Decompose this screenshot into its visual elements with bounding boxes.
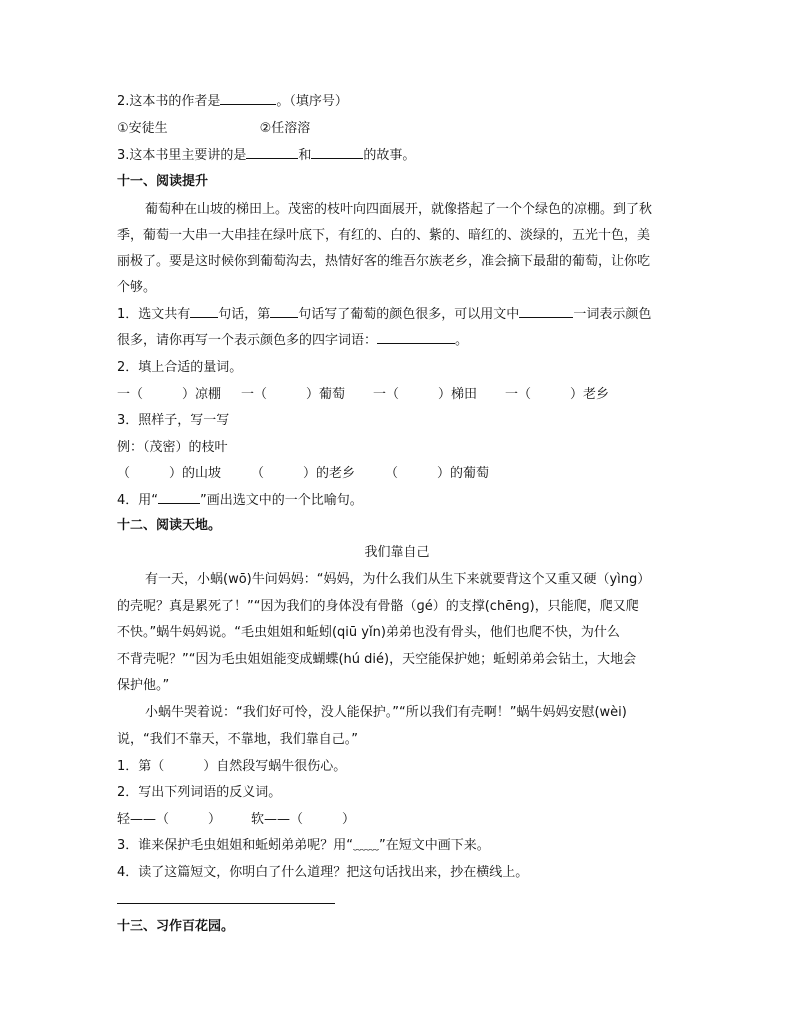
section-title: 十一、阅读提升 (117, 174, 209, 189)
question-line: 1．选文共有 句话，第 句话写了葡萄的颜色很多，可以用文中 一词表示颜色 (117, 307, 652, 322)
question-line: 1．第（ ）自然段写蜗牛很伤心。 (117, 759, 347, 774)
question-line: 2．写出下列词语的反义词。 (117, 785, 282, 800)
fill-line: 轻——（ ） 软——（ ） (117, 812, 356, 827)
passage-line: 葡萄种在山坡的梯田上。茂密的枝叶向四面展开，就像搭起了一个个绿色的凉棚。到了秋 (145, 202, 653, 217)
story-line: 不背壳呢？”“因为毛虫姐姐能变成蝴蝶(hú dié)，天空能保护她；蚯蚓弟弟会钻土，大地会 (117, 652, 637, 667)
answer-line[interactable] (117, 903, 335, 904)
question-line: 3．照样子，写一写 (117, 413, 230, 428)
question-line: 4．读了这篇短文，你明白了什么道理？把这句话找出来，抄在横线上。 (117, 865, 529, 880)
section-title: 十三、习作百花园。 (117, 919, 235, 934)
passage-line: 季，葡萄一大串一大串挂在绿叶底下，有红的、白的、紫的、暗红的、淡绿的，五光十色，美 (117, 228, 651, 243)
story-line: 的壳呢？真是累死了！”“因为我们的身体没有骨骼（ɡé）的支撑(chēnɡ)，只能爬，爬又爬 (117, 599, 639, 614)
question-line: 很多，请你再写一个表示颜色多的四字词语： 。 (117, 333, 469, 348)
question-line: 3.这本书里主要讲的是 和 的故事。 (117, 148, 416, 163)
story-line: 说，“我们不靠天，不靠地，我们靠自己。” (117, 732, 358, 747)
example-line: 例：（茂密）的枝叶 (117, 440, 228, 455)
fill-line: 一（ ）凉棚 一（ ）葡萄 一（ ）梯田 一（ ）老乡 (117, 387, 610, 402)
question-line: 3．谁来保护毛虫姐姐和蚯蚓弟弟呢？用“﹏﹏”在短文中画下来。 (117, 838, 490, 853)
story-line: 不快。”蜗牛妈妈说。“毛虫姐姐和蚯蚓(qiū yǐn)弟弟也没有骨头，他们也爬不快，为什么 (117, 625, 620, 640)
passage-line: 丽极了。要是这时候你到葡萄沟去，热情好客的维吾尔族老乡，准会摘下最甜的葡萄，让你吃 (117, 254, 651, 269)
answer-blank[interactable] (190, 306, 218, 318)
story-title: 我们靠自己 (364, 545, 430, 560)
answer-blank[interactable] (158, 492, 200, 504)
question-line: 4．用“ ”画出选文中的一个比喻句。 (117, 493, 363, 508)
answer-blank[interactable] (220, 93, 276, 105)
story-line: 小蜗牛哭着说：“我们好可怜，没人能保护。”“所以我们有壳啊！”蜗牛妈妈安慰(wèi) (145, 705, 627, 720)
question-line: 2．填上合适的量词。 (117, 360, 243, 375)
answer-blank[interactable] (311, 147, 363, 159)
answer-blank[interactable] (246, 147, 298, 159)
answer-blank[interactable] (519, 306, 573, 318)
story-line: 保护他。” (117, 678, 170, 693)
answer-blank[interactable] (377, 332, 455, 344)
options-line: ①安徒生 ②任溶溶 (117, 121, 311, 136)
section-title: 十二、阅读天地。 (117, 518, 222, 533)
question-line: 2.这本书的作者是 。（填序号） (117, 94, 348, 109)
story-line: 有一天，小蜗(wō)牛问妈妈：“妈妈，为什么我们从生下来就要背这个又重又硬（yìng） (145, 572, 651, 587)
passage-line: 个够。 (117, 280, 157, 295)
fill-line: （ ）的山坡 （ ）的老乡 （ ）的葡萄 (117, 466, 490, 481)
answer-blank[interactable] (270, 306, 298, 318)
